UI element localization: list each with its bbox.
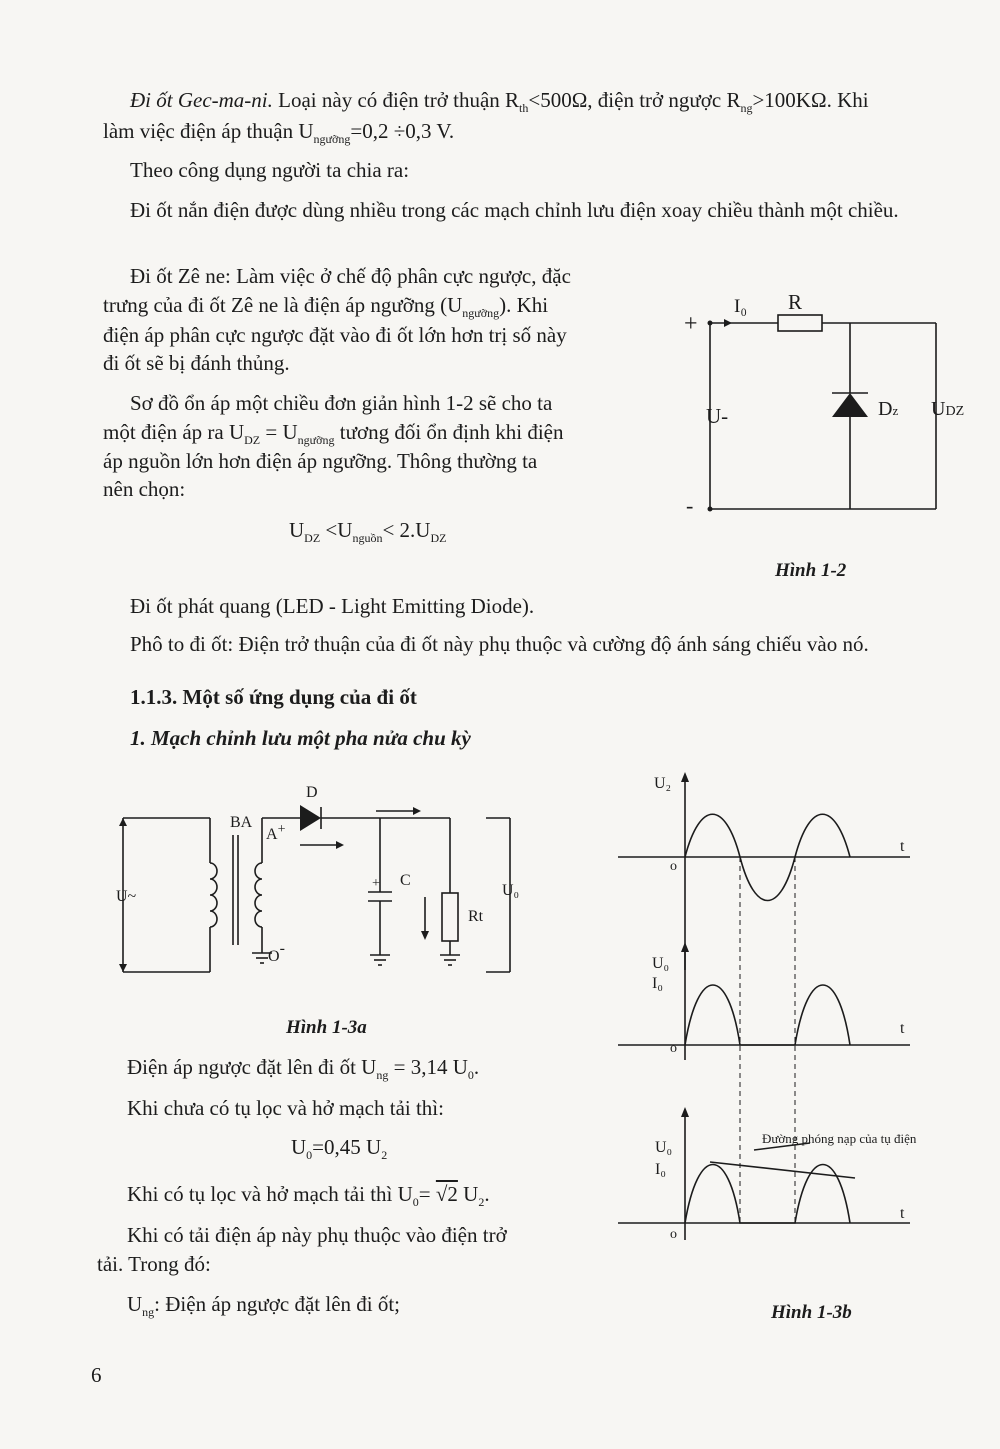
label-t2: t — [900, 1020, 905, 1037]
label-capacitor-note: Đường phóng nạp của tụ điện — [762, 1131, 917, 1146]
filtered-output — [685, 1165, 850, 1224]
label-t1: t — [900, 838, 905, 855]
para-with-load-l2: tải. Trong đó: — [97, 1252, 211, 1276]
subsection-heading-rectifier: 1. Mạch chỉnh lưu một pha nửa chu kỳ — [130, 726, 471, 750]
para-with-load-l1: Khi có tải điện áp này phụ thuộc vào điện trở — [127, 1223, 507, 1247]
para-photodiode: Phô to đi ốt: Điện trở thuận của đi ốt này phụ thuộc và cường độ ánh sáng chiếu vào nó. — [130, 632, 869, 656]
label-dz: Dz — [878, 398, 899, 420]
para-germanium-line1: Đi ốt Gec-ma-ni. Loại này có điện trở thuận $R_{th}<500\Omega$, điện trở ngược $R_{ng}>100K\Omega$. Khi — [130, 88, 869, 115]
label-u2: U₂ — [654, 775, 672, 792]
label-ba: BA — [230, 814, 253, 831]
figure-1-3a-rectifier-circuit — [110, 775, 530, 1005]
figure-1-2-zener-stabilizer — [680, 285, 980, 525]
figure-1-3b-waveforms — [610, 760, 970, 1300]
para-no-filter: Khi chưa có tụ lọc và hở mạch tải thì: — [127, 1096, 444, 1120]
para-ung-definition: $U_{ng}$: Điện áp ngược đặt lên đi ốt; — [127, 1292, 401, 1319]
section-heading-113: 1.1.3. Một số ứng dụng của đi ốt — [130, 685, 417, 709]
page-number: 6 — [91, 1363, 102, 1387]
label-d: D — [306, 784, 318, 801]
caption-figure-1-3a: Hình 1-3a — [286, 1017, 367, 1038]
para-stabilizer-l3: áp nguồn lớn hơn điện áp ngưỡng. Thông thường ta — [103, 449, 538, 473]
label-plus: + — [684, 311, 698, 337]
para-stabilizer-l2: một điện áp ra $U_{DZ} = U_{ngưỡng}$ tương đối ổn định khi điện — [103, 420, 564, 447]
label-r: R — [788, 290, 803, 314]
para-with-filter: Khi có tụ lọc và hở mạch tải thì $U_0= √2$ $U_2$. — [127, 1182, 490, 1209]
formula-zener-condition: $U_{DZ} <U_{nguồn}< 2.U_{DZ}$ — [289, 518, 447, 545]
label-rt: Rt — [468, 908, 484, 925]
label-u0a: U₀ — [652, 955, 670, 972]
half-wave-output — [685, 985, 850, 1045]
para-zener-l1: Đi ốt Zê ne: Làm việc ở chế độ phân cực ngược, đặc — [130, 264, 571, 288]
label-u-ac: U~ — [116, 888, 137, 905]
para-zener-l4: đi ốt sẽ bị đánh thủng. — [103, 351, 290, 375]
label-i0b: I₀ — [655, 1161, 666, 1178]
para-led: Đi ốt phát quang (LED - Light Emitting Diode). — [130, 594, 535, 618]
label-c: C — [400, 872, 411, 889]
caption-figure-1-3b: Hình 1-3b — [771, 1302, 852, 1323]
zener-diode-symbol — [832, 393, 868, 417]
rectifier-diode-symbol — [300, 805, 321, 831]
label-minus: - — [686, 493, 694, 518]
formula-u0-no-filter: $U_0=0,45$ $U_2$ — [291, 1135, 388, 1162]
para-stabilizer-l4: nên chọn: — [103, 477, 186, 501]
label-u0: U₀ — [502, 882, 520, 899]
label-o2: o — [670, 1041, 677, 1056]
para-germanium-line2: làm việc điện áp thuận $U_{ngưỡng}=0,2 \div 0,3$ V. — [103, 119, 455, 146]
para-zener-l2: trưng của đi ốt Zê ne là điện áp ngưỡng $(U_{ngưỡng})$. Khi — [103, 293, 549, 320]
para-reverse-voltage: Điện áp ngược đặt lên đi ốt $U_{ng} = 3,14$ $U_0$. — [127, 1055, 480, 1082]
label-a: A+ — [266, 822, 286, 843]
label-u-in: U- — [706, 404, 729, 428]
label-o: O- — [268, 940, 285, 965]
para-rectifier-diode: Đi ốt nắn điện được dùng nhiều trong các mạch chỉnh lưu điện xoay chiều thành một chiều. — [130, 198, 899, 222]
label-t3: t — [900, 1205, 905, 1222]
label-c-plus: + — [372, 876, 380, 891]
para-stabilizer-l1: Sơ đồ ổn áp một chiều đơn giản hình 1-2 sẽ cho ta — [130, 391, 553, 415]
label-o3: o — [670, 1227, 677, 1242]
para-zener-l3: điện áp phân cực ngược đặt vào đi ốt lớn hơn trị số này — [103, 323, 567, 347]
label-o1: o — [670, 859, 677, 874]
caption-figure-1-2: Hình 1-2 — [775, 560, 847, 581]
label-i0a: I₀ — [652, 975, 663, 992]
label-u0b: U₀ — [655, 1139, 673, 1156]
label-udz: UDZ — [931, 398, 965, 420]
para-classification: Theo công dụng người ta chia ra: — [130, 158, 410, 182]
label-i0: I₀ — [734, 296, 747, 317]
